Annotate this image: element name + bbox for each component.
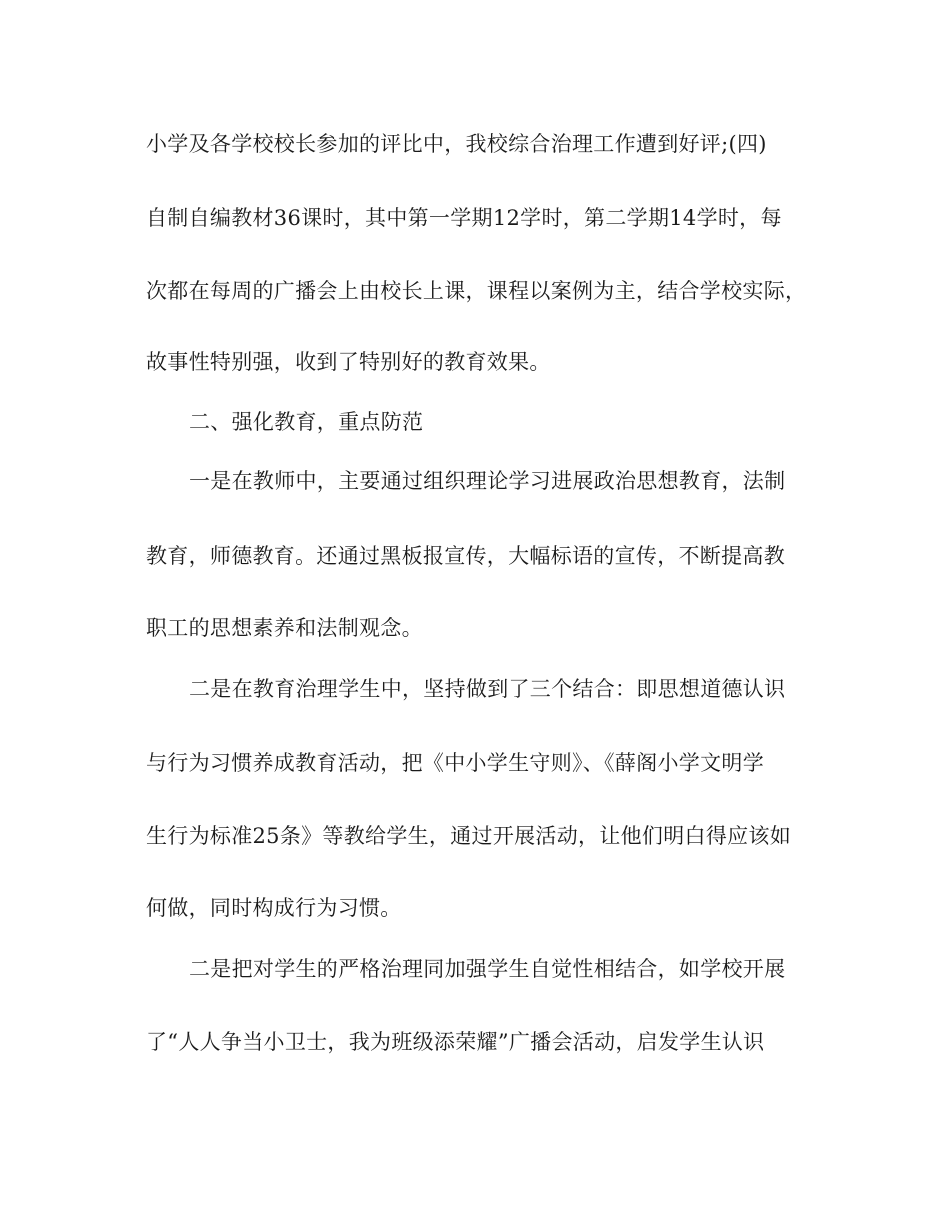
text-line: 小学及各学校校长参加的评比中，我校综合治理工作遭到好评;(四): [146, 132, 767, 156]
text-line: 自制自编教材36课时，其中第一学期12学时，第二学期14学时，每: [146, 206, 782, 230]
paragraph-first-line: 二是在教育治理学生中，坚持做到了三个结合：即思想道德认识: [189, 677, 786, 701]
text-line: 故事性特别强，收到了特别好的教育效果。: [146, 350, 551, 374]
text-line: 职工的思想素养和法制观念。: [146, 616, 423, 640]
text-line: 次都在每周的广播会上由校长上课，课程以案例为主，结合学校实际，: [146, 279, 807, 303]
section-heading: 二、强化教育，重点防范: [189, 410, 424, 434]
paragraph-first-line: 一是在教师中，主要通过组织理论学习进展政治思想教育，法制: [189, 469, 786, 493]
text-line: 教育，师德教育。还通过黑板报宣传，大幅标语的宣传，不断提高教: [146, 544, 785, 568]
text-line: 了“人人争当小卫士，我为班级添荣耀”广播会活动，启发学生认识: [146, 1030, 765, 1054]
text-line: 与行为习惯养成教育活动，把《中小学生守则》、《薛阁小学文明学: [146, 751, 764, 775]
text-line: 生行为标准25条》等教给学生，通过开展活动，让他们明白得应该如: [146, 824, 792, 848]
paragraph-first-line: 二是把对学生的严格治理同加强学生自觉性相结合，如学校开展: [189, 957, 786, 981]
text-line: 何做，同时构成行为习惯。: [146, 896, 402, 920]
